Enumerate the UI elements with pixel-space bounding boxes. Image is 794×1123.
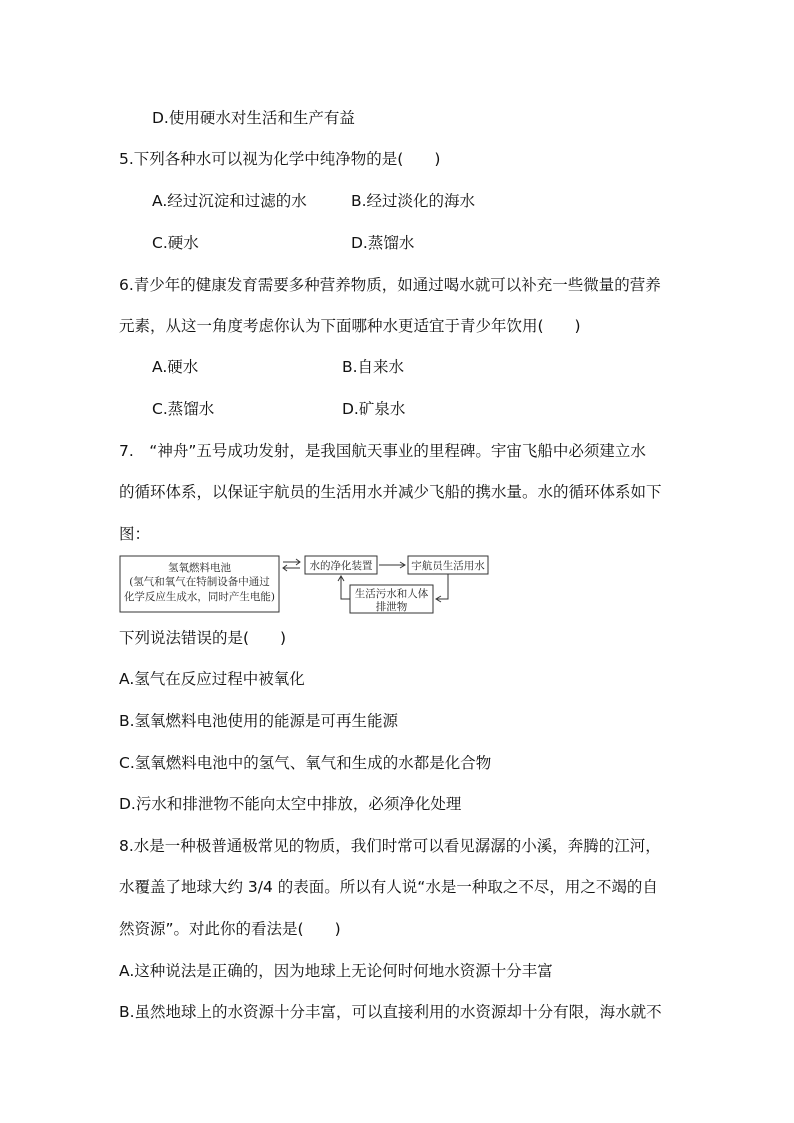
q5-option-c: C.硬水 bbox=[152, 234, 199, 252]
question-8-stem-line2: 水覆盖了地球大约 3/4 的表面。所以有人说“水是一种取之不尽，用之不竭的自 bbox=[119, 878, 658, 896]
question-7-stem-line3: 图： bbox=[119, 525, 151, 543]
q5-option-d: D.蒸馏水 bbox=[351, 234, 415, 252]
question-5-stem: 5.下列各种水可以视为化学中纯净物的是( ) bbox=[119, 150, 441, 168]
exchange-arrows-icon bbox=[283, 559, 300, 571]
q7-option-a: A.氢气在反应过程中被氧化 bbox=[119, 670, 305, 688]
fuel-cell-title: 氢氧燃料电池 bbox=[168, 562, 231, 574]
q6-option-b: B.自来水 bbox=[342, 358, 405, 376]
q5-option-a: A.经过沉淀和过滤的水 bbox=[152, 192, 307, 210]
fuel-cell-desc-1: (氢气和氧气在特制设备中通过 bbox=[129, 576, 270, 588]
waste-label-2: 排泄物 bbox=[375, 601, 408, 613]
arrow-up-icon bbox=[338, 576, 350, 599]
question-8-stem-line1: 8.水是一种极普通极常见的物质，我们时常可以看见潺潺的小溪，奔腾的江河， bbox=[119, 837, 661, 855]
q8-option-a: A.这种说法是正确的，因为地球上无论何时何地水资源十分丰富 bbox=[119, 962, 553, 980]
astronaut-water-box bbox=[408, 556, 488, 574]
waste-box bbox=[350, 585, 433, 613]
arrow-right-icon bbox=[379, 562, 405, 568]
q6-option-a: A.硬水 bbox=[152, 358, 199, 376]
question-6-stem-line1: 6.青少年的健康发育需要多种营养物质，如通过喝水就可以补充一些微量的营养 bbox=[119, 276, 661, 294]
arrow-down-left-icon bbox=[436, 574, 448, 602]
q7-option-b: B.氢氧燃料电池使用的能源是可再生能源 bbox=[119, 712, 399, 730]
question-8-stem-line3: 然资源”。对此你的看法是( ) bbox=[119, 920, 341, 938]
q6-option-c: C.蒸馏水 bbox=[152, 400, 215, 418]
question-7-stem-line2: 的循环体系，以保证宇航员的生活用水并减少飞船的携水量。水的循环体系如下 bbox=[119, 483, 662, 501]
fuel-cell-box bbox=[120, 556, 279, 612]
waste-label-1: 生活污水和人体 bbox=[354, 588, 429, 600]
purifier-box bbox=[305, 556, 377, 574]
q8-option-b: B.虽然地球上的水资源十分丰富，可以直接利用的水资源却十分有限，海水就不 bbox=[119, 1003, 662, 1021]
question-6-stem-line2: 元素，从这一角度考虑你认为下面哪种水更适宜于青少年饮用( ) bbox=[119, 317, 581, 335]
q4-option-d: D.使用硬水对生活和生产有益 bbox=[152, 109, 355, 127]
question-7-stem-line1: 7. “神舟”五号成功发射，是我国航天事业的里程碑。宇宙飞船中必须建立水 bbox=[119, 442, 646, 460]
question-7-ask: 下列说法错误的是( ) bbox=[119, 629, 287, 647]
q5-option-b: B.经过淡化的海水 bbox=[351, 192, 476, 210]
fuel-cell-desc-2: 化学反应生成水，同时产生电能) bbox=[123, 591, 276, 603]
q7-option-d: D.污水和排泄物不能向太空中排放，必须净化处理 bbox=[119, 795, 462, 813]
astronaut-water-label: 宇航员生活用水 bbox=[411, 560, 485, 572]
purifier-label: 水的净化装置 bbox=[309, 560, 373, 572]
q7-option-c: C.氢氧燃料电池中的氢气、氧气和生成的水都是化合物 bbox=[119, 754, 492, 772]
q6-option-d: D.矿泉水 bbox=[342, 400, 406, 418]
